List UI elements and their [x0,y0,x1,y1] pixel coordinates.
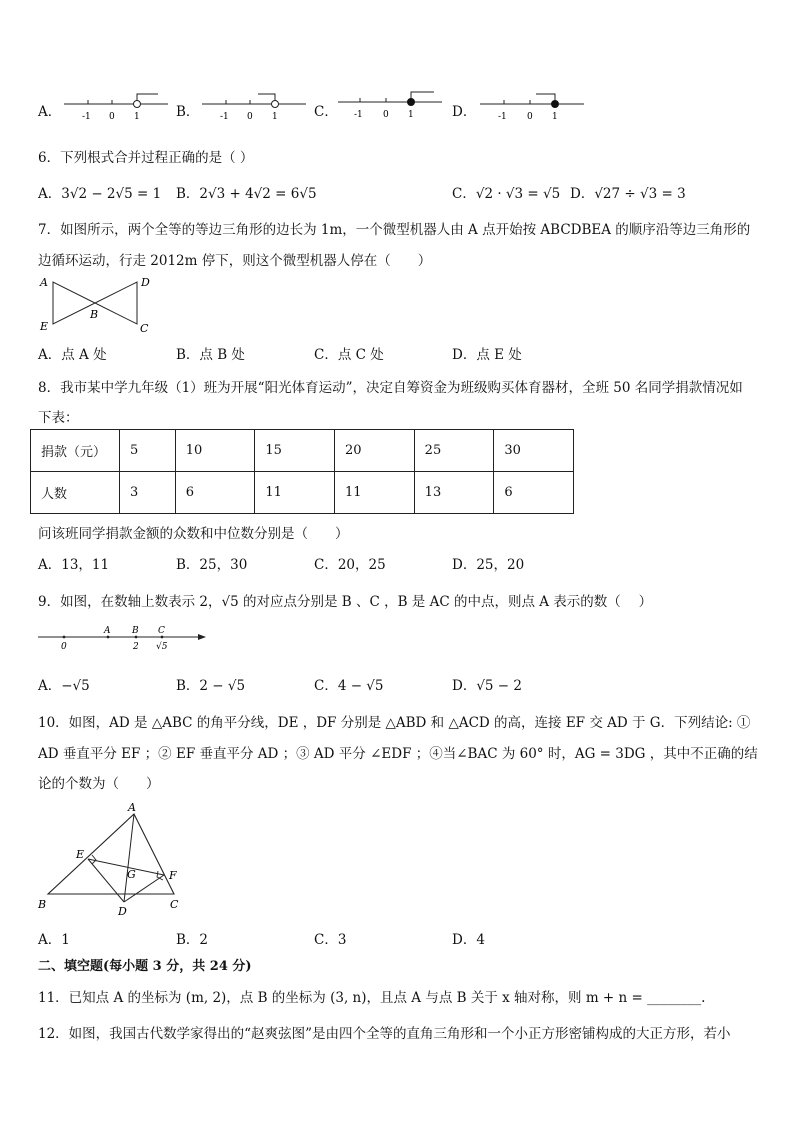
fig-label-c: C [158,626,165,636]
table-cell: 15 [255,430,335,472]
table-cell: 30 [494,430,574,472]
fig-label-e: E [40,320,49,333]
q7-option-b[interactable]: B．点 B 处 [176,347,245,363]
table-cell: 13 [414,472,494,514]
q5-option-d-label[interactable]: D． [452,104,477,120]
q6-option-a-expr: 3√2 − 2√5 = 1 [61,186,162,202]
tick-label: 0 [527,112,533,122]
tick-label: 0 [109,112,115,122]
fig-label-d: D [118,905,127,916]
tick-label: 1 [408,110,414,120]
table-cell: 6 [175,472,255,514]
q6-stem: 6．下列根式合并过程正确的是（ ） [38,150,254,166]
fig-label-a: A [128,801,136,814]
q6-option-c-label: C． [452,186,476,202]
fig-label-zero: 0 [61,642,67,652]
tick-label: -1 [354,110,363,120]
q8-option-d[interactable]: D．25，20 [452,557,525,573]
q7-line-2: 边循环运动，行走 2012m 停下，则这个微型机器人停在（ ） [38,253,432,269]
fig-label-g: G [127,868,136,881]
tick-label: -1 [82,112,91,122]
q5-option-c-label[interactable]: C． [314,104,338,120]
q6-option-a[interactable] [38,182,161,202]
q7-line-1: 7．如图所示，两个全等的等边三角形的边长为 1m，一个微型机器人由 A 点开始按 ABCDBEA 的顺序沿等边三角形的 [38,222,751,238]
q12-text: 12．如图，我国古代数学家得出的“赵爽弦图”是由四个全等的直角三角形和一个小正方形密铺构成的大正方形，若小 [38,1026,731,1042]
q9-option-c[interactable]: C．4 − √5 [314,678,384,694]
q6-option-b[interactable] [176,182,317,202]
table-cell: 6 [494,472,574,514]
table-cell: 人数 [31,472,120,514]
fig-label-f: F [169,869,177,882]
table-cell: 10 [175,430,255,472]
table-cell: 11 [255,472,335,514]
fig-label-b: B [38,898,47,911]
q10-option-d[interactable]: D．4 [452,932,485,948]
table-cell: 3 [120,472,176,514]
q6-option-c[interactable] [452,182,560,202]
section-2-heading: 二、填空题(每小题 3 分，共 24 分) [38,959,252,974]
q7-option-c[interactable]: C．点 C 处 [314,347,384,363]
q10-option-c[interactable]: C．3 [314,932,347,948]
q10-option-b[interactable]: B．2 [176,932,209,948]
q7-figure-two-triangles [36,272,160,336]
q5-option-b-label[interactable]: B． [176,104,200,120]
table-cell: 5 [120,430,176,472]
table-cell: 25 [414,430,494,472]
q6-option-a-label: A． [38,186,62,202]
q6-option-d[interactable] [570,182,686,202]
q10-option-a[interactable]: A．1 [38,932,70,948]
fig-label-c: C [170,898,179,911]
q9-stem: 9．如图，在数轴上数表示 2，√5 的对应点分别是 B 、C ，B 是 AC 的中点，则点 A 表示的数（ ） [38,594,653,610]
q7-option-d[interactable]: D．点 E 处 [452,347,522,363]
q10-line-2: AD 垂直平分 EF ；② EF 垂直平分 AD ；③ AD 平分 ∠EDF ；④当∠BAC 为 60° 时，AG = 3DG ，其中不正确的结 [38,746,758,762]
q6-option-d-expr: √27 ÷ √3 = 3 [594,186,686,202]
q8-donation-table [30,429,574,514]
q8-line-2: 下表： [38,410,79,426]
table-cell: 捐款（元） [31,430,120,472]
tick-label: 1 [134,112,140,122]
q7-option-a[interactable]: A．点 A 处 [38,347,107,363]
q10-line-3: 论的个数为（ ） [38,776,160,792]
tick-label: -1 [498,112,507,122]
q8-option-c[interactable]: C．20，25 [314,557,386,573]
fig-label-two: 2 [133,642,139,652]
q5-option-d-numberline [478,88,588,124]
tick-label: 1 [552,112,558,122]
fig-label-b: B [132,626,139,636]
tick-label: 0 [383,110,389,120]
q8-option-b[interactable]: B．25，30 [176,557,248,573]
fig-label-d: D [141,276,150,289]
q8-question: 问该班同学捐款金额的众数和中位数分别是（ ） [38,526,349,542]
q6-option-c-expr: √2 · √3 = √5 [475,186,561,202]
fig-label-e: E [76,848,85,861]
q9-option-d[interactable]: D．√5 − 2 [452,678,522,694]
q10-line-1: 10．如图，AD 是 △ABC 的角平分线，DE ，DF 分别是 △ABD 和 △ACD 的高，连接 EF 交 AD 于 G．下列结论: ① [38,715,751,731]
tick-label: -1 [220,112,229,122]
q5-option-a-label[interactable]: A． [38,104,62,120]
tick-label: 0 [247,112,253,122]
q6-option-d-label: D． [570,186,595,202]
q8-line-1: 8．我市某中学九年级（1）班为开展“阳光体育运动”，决定自筹资金为班级购买体育器材，全班 50 名同学捐款情况如 [38,380,743,396]
q5-option-c-numberline [336,86,444,122]
q5-option-b-numberline [200,88,308,124]
q5-option-a-numberline [62,88,170,124]
table-row [31,430,574,472]
q10-triangle-figure [34,798,194,916]
fig-label-a: A [40,276,48,289]
q6-option-b-label: B． [176,186,200,202]
q11-text: 11．已知点 A 的坐标为 (m, 2)，点 B 的坐标为 (3, n)，且点 A 与点 B 关于 x 轴对称，则 m + n = ________. [38,990,706,1006]
fig-label-b: B [90,308,99,321]
fig-label-sqrt5: √5 [156,642,168,652]
q9-option-b[interactable]: B．2 − √5 [176,678,246,694]
tick-label: 1 [272,112,278,122]
table-cell: 20 [335,430,415,472]
table-cell: 11 [335,472,415,514]
q9-option-a[interactable]: A．−√5 [38,678,90,694]
fig-label-a: A [104,626,111,636]
q6-option-b-expr: 2√3 + 4√2 = 6√5 [199,186,317,202]
table-row [31,472,574,514]
fig-label-c: C [140,322,149,335]
q9-numberline-figure [36,622,210,656]
q8-option-a[interactable]: A．13，11 [38,557,110,573]
